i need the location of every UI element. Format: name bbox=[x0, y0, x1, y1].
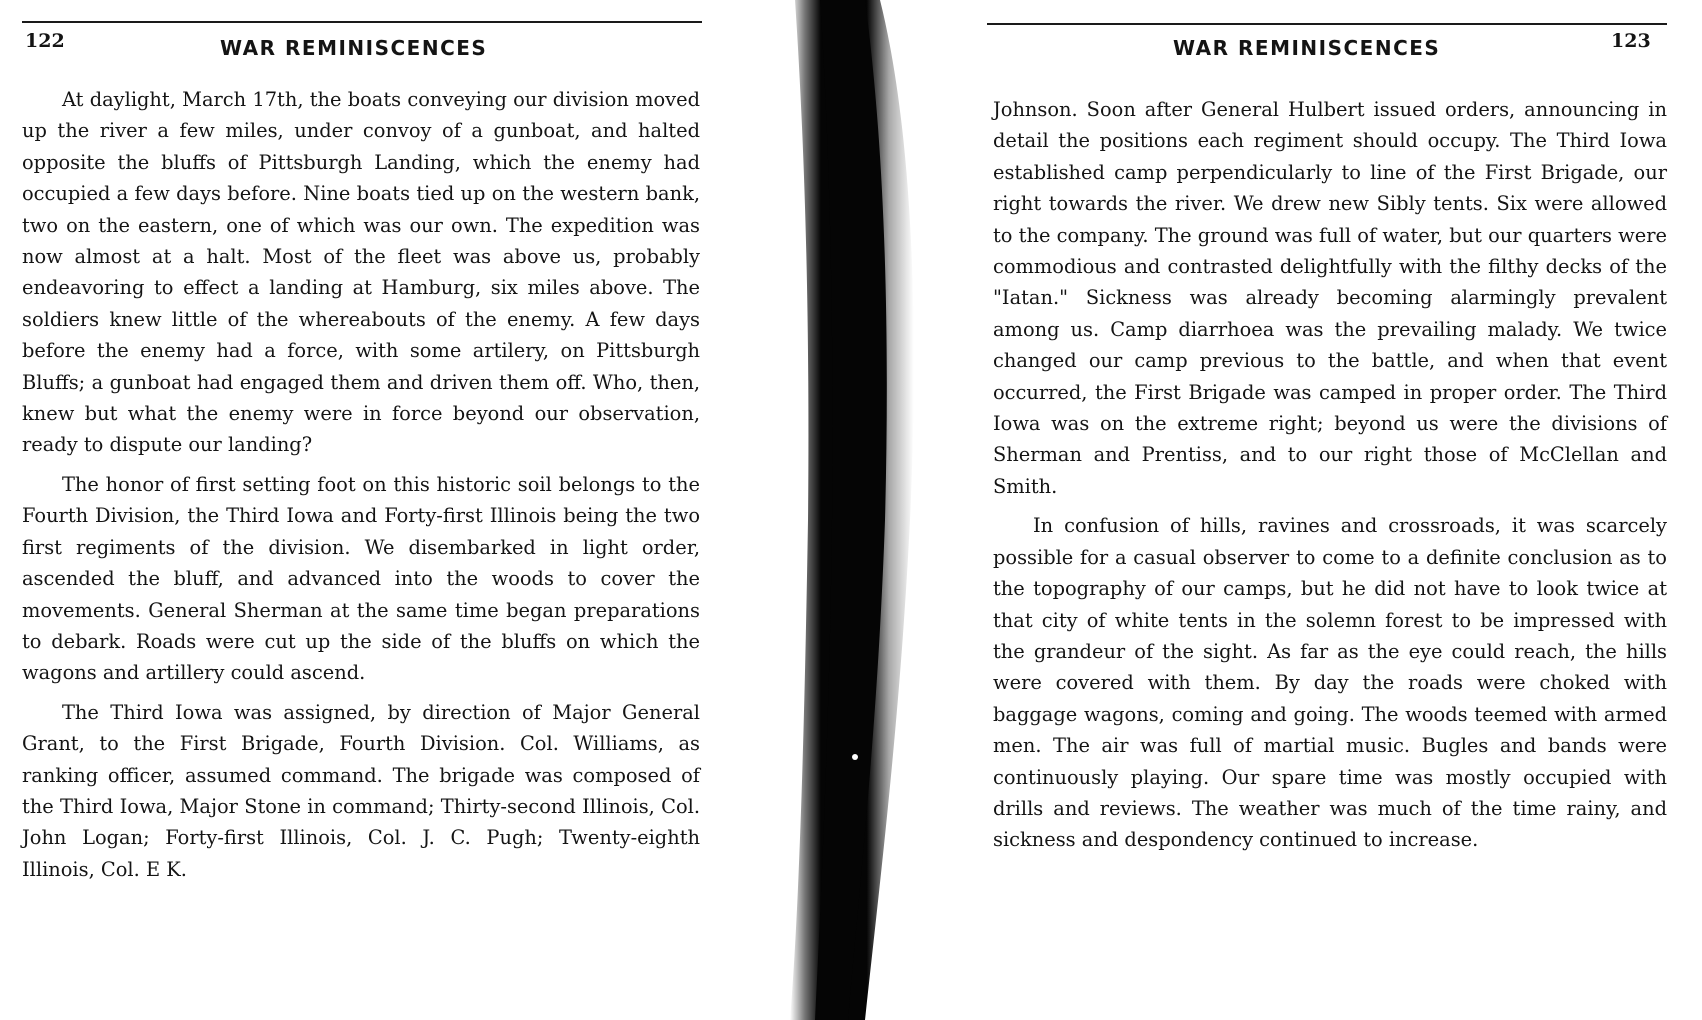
page-number: 122 bbox=[25, 30, 65, 52]
page-body bbox=[993, 94, 1667, 856]
running-head: WAR REMINISCENCES bbox=[220, 36, 488, 60]
running-head: WAR REMINISCENCES bbox=[1173, 36, 1441, 60]
header-rule bbox=[22, 21, 702, 23]
paragraph: At daylight, March 17th, the boats conveying our division moved up the river a few miles, under convoy of a gunboat, and halted opposite the bluffs of Pittsburgh Landing, which the enemy had occupied a few days before. Nine boats tied up on the western bank, two on the eastern, one of which was our own. The expedition was now almost at a halt. Most of the fleet was above us, probably endeavoring to effect a landing at Hamburg, six miles above. The soldiers knew little of the whereabouts of the enemy. A few days before the enemy had a force, with some artilery, on Pittsburgh Bluffs; a gunboat had engaged them and driven them off. Who, then, knew but what the enemy were in force beyond our observation, ready to dispute our landing? bbox=[22, 88, 700, 457]
header-rule bbox=[987, 23, 1667, 25]
paragraph: In confusion of hills, ravines and crossroads, it was scarcely possible for a casual observer to come to a definite conclusion as to the topography of our camps, but he did not have to look twice at that city of white tents in the solemn forest to be impressed with the grandeur of the sight. As far as the eye could reach, the hills were covered with them. By day the roads were choked with baggage wagons, coming and going. The woods teemed with armed men. The air was full of martial music. Bugles and bands were continuously playing. Our spare time was mostly occupied with drills and reviews. The weather was much of the time rainy, and sickness and despondency continued to increase. bbox=[993, 514, 1667, 852]
page-number: 123 bbox=[1611, 30, 1651, 52]
paragraph: The honor of first setting foot on this historic soil belongs to the Fourth Division, the Third Iowa and Forty-first Illinois being the two first regiments of the division. We disembarked in light order, ascended the bluff, and advanced into the woods to cover the movements. General Sherman at the same time began preparations to debark. Roads were cut up the side of the bluffs on which the wagons and artillery could ascend. bbox=[22, 472, 700, 685]
right-page bbox=[985, 0, 1702, 1020]
paragraph: Johnson. Soon after General Hulbert issued orders, announcing in detail the positions each regiment should occupy. The Third Iowa established camp perpendicularly to line of the First Brigade, our right towards the river. We drew new Sibly tents. Six were allowed to the company. The ground was full of water, but our quarters were commodious and contrasted delightfully with the filthy decks of the "Iatan." Sickness was already becoming alarmingly prevalent among us. Camp diarrhoea was the prevailing malady. We twice changed our camp previous to the battle, and when that event occurred, the First Brigade was camped in proper order. The Third Iowa was on the extreme right; beyond us were the divisions of Sherman and Prentiss, and to our right those of McClellan and Smith. bbox=[993, 98, 1667, 498]
page-body bbox=[22, 84, 700, 885]
left-page bbox=[0, 0, 760, 1020]
paragraph: The Third Iowa was assigned, by direction of Major General Grant, to the First Brigade, Fourth Division. Col. Williams, as ranking officer, assumed command. The brigade was composed of the Third Iowa, Major Stone in command; Thirty-second Illinois, Col. John Logan; Forty-first Illinois, Col. J. C. Pugh; Twenty-eighth Illinois, Col. E K. bbox=[22, 700, 700, 881]
binding-shadow bbox=[760, 0, 985, 1020]
